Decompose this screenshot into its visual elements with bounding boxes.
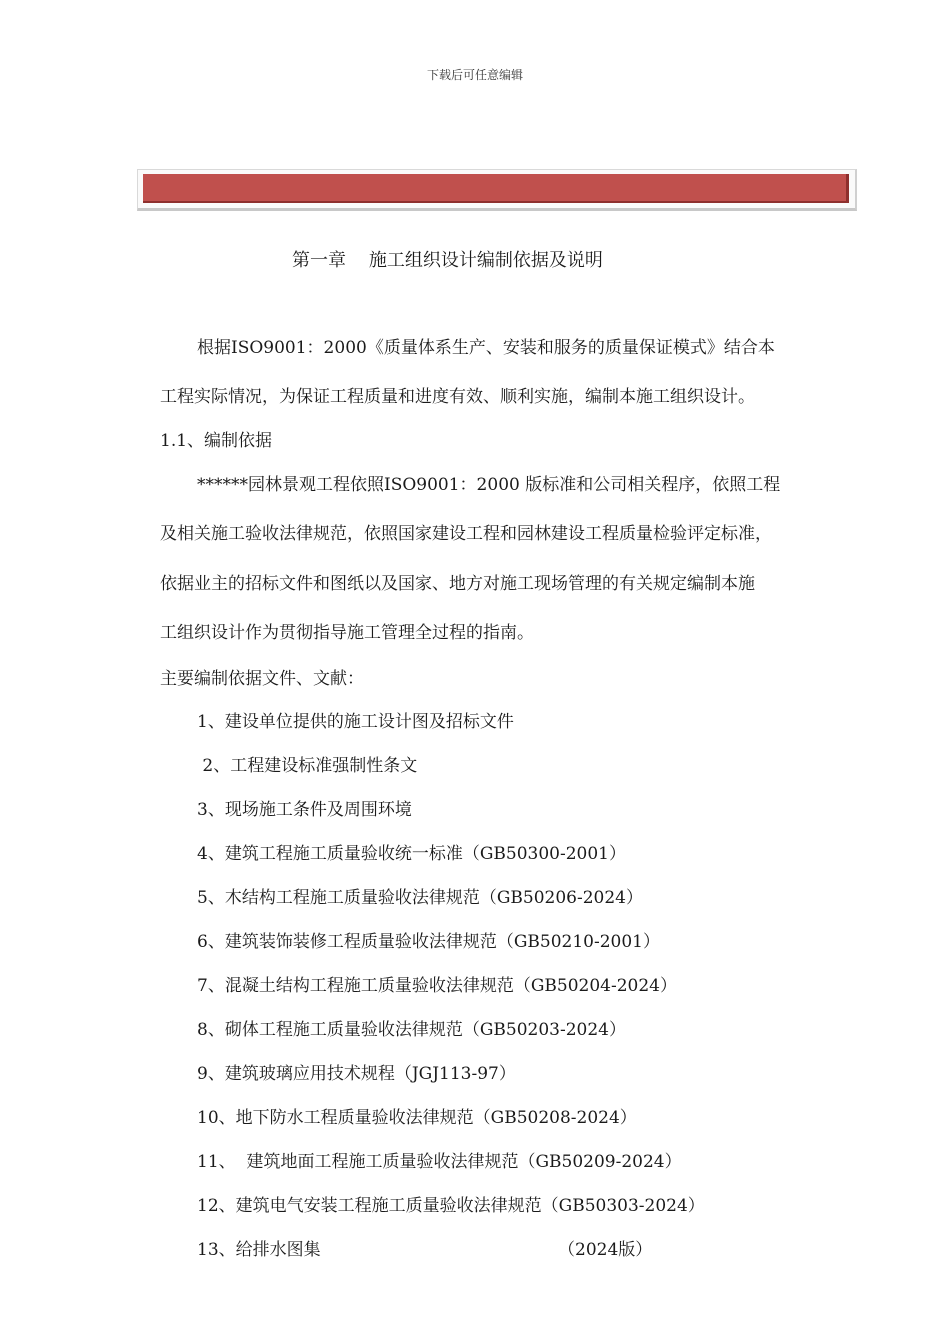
doc-list-item: 13、给排水图集: [197, 1240, 321, 1260]
chapter-title: 第一章 施工组织设计编制依据及说明: [292, 250, 603, 271]
intro-line-1: 根据ISO9001：2000《质量体系生产、安装和服务的质量保证模式》结合本: [197, 338, 775, 358]
doc-list-item: 2、工程建设标准强制性条文: [197, 756, 418, 776]
section-heading: 1.1、编制依据: [160, 431, 273, 451]
doc-list-item: 10、地下防水工程质量验收法律规范（GB50208-2024）: [197, 1108, 637, 1128]
section-para-line-3: 依据业主的招标文件和图纸以及国家、地方对施工现场管理的有关规定编制本施: [160, 574, 755, 594]
doc-list-item: 1、建设单位提供的施工设计图及招标文件: [197, 712, 514, 732]
page-header-note: 下载后可任意编辑: [426, 68, 523, 82]
section-para-line-4: 工组织设计作为贯彻指导施工管理全过程的指南。: [160, 623, 534, 643]
doc-list-item-edition: （2024版）: [558, 1240, 653, 1260]
doc-list-item: 7、混凝土结构工程施工质量验收法律规范（GB50204-2024）: [197, 976, 677, 996]
doc-list-item: 4、建筑工程施工质量验收统一标准（GB50300-2001）: [197, 844, 626, 864]
doc-list-item: 5、木结构工程施工质量验收法律规范（GB50206-2024）: [197, 888, 643, 908]
doc-list-item: 6、建筑装饰装修工程质量验收法律规范（GB50210-2001）: [197, 932, 660, 952]
chapter-banner-frame: [137, 169, 857, 211]
docs-heading: 主要编制依据文件、文献：: [160, 669, 364, 689]
doc-list-item: 11、 建筑地面工程施工质量验收法律规范（GB50209-2024）: [197, 1152, 682, 1172]
doc-list-item: 12、建筑电气安装工程施工质量验收法律规范（GB50303-2024）: [197, 1196, 705, 1216]
intro-line-2: 工程实际情况，为保证工程质量和进度有效、顺利实施，编制本施工组织设计。: [160, 387, 755, 407]
section-para-line-2: 及相关施工验收法律规范，依照国家建设工程和园林建设工程质量检验评定标准，: [160, 524, 772, 544]
chapter-banner: [143, 174, 849, 203]
doc-list-item: 8、砌体工程施工质量验收法律规范（GB50203-2024）: [197, 1020, 626, 1040]
doc-list-item: 9、建筑玻璃应用技术规程（JGJ113-97）: [197, 1064, 516, 1084]
section-para-line-1: ******园林景观工程依照ISO9001：2000 版标准和公司相关程序，依照工程: [197, 475, 781, 495]
doc-list-item: 3、现场施工条件及周围环境: [197, 800, 412, 820]
